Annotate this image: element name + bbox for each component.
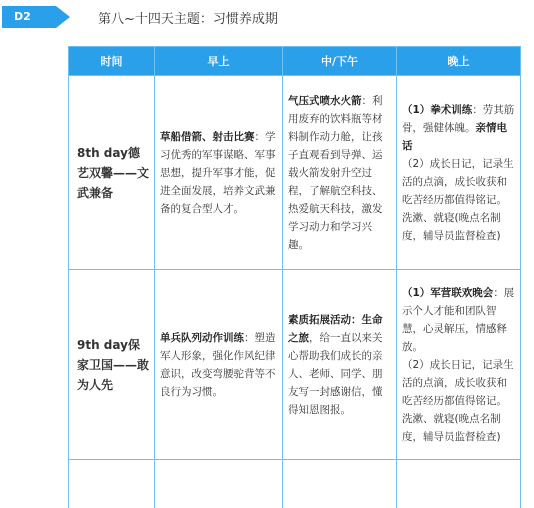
activity-title: 草船借箭、射击比赛 [160, 131, 255, 143]
activity-text: ：学习优秀的军事谋略、军事思想，提升军事才能，促进全面发展，培养文武兼备的复合型人才。 [160, 131, 276, 215]
evening-cell [397, 270, 521, 460]
activity-title: 单兵队列动作训练 [160, 332, 244, 344]
activity-text: ，给一直以来关心帮助我们成长的亲人、老师、同学、朋友写一封感谢信，懂得知恩图报。 [288, 332, 383, 416]
table-header-row [69, 47, 521, 76]
activity-text: ：利用废弃的饮料瓶等材料制作动力舱，让孩子直观看到导弹、运载火箭发射升空过程，了解航空科技、热爱航天科技，激发学习动力和学习兴趣。 [288, 95, 383, 251]
empty-cell [397, 460, 521, 508]
activity-text-2: （2）成长日记，记录生活的点滴，成长收获和吃苦经历都值得铭记。洗漱、就寝(晚点名制度，辅导员监督检查) [402, 356, 515, 446]
header-evening: 晚上 [397, 47, 521, 76]
item-prefix: （1） [402, 104, 430, 116]
table-row [69, 270, 521, 460]
afternoon-cell [283, 76, 397, 270]
activity-text: ：塑造军人形象，强化作风纪律意识，改变弯腰驼背等不良行为习惯。 [160, 332, 276, 398]
empty-cell [69, 460, 155, 508]
activity-title: 素质拓展活动：生命之旅 [288, 314, 383, 344]
header-morning: 早上 [155, 47, 283, 76]
activity-title: 拳术训练 [430, 104, 472, 116]
page-header [0, 0, 534, 36]
item-prefix: （1） [402, 287, 430, 299]
activity-title: 军营联欢晚会 [430, 287, 493, 299]
header-time: 时间 [69, 47, 155, 76]
day-cell: 8th day德艺双馨——文武兼备 [69, 76, 155, 270]
activity-extra: 亲情电话 [402, 122, 507, 152]
activity-title: 气压式喷水火箭 [288, 95, 362, 107]
schedule-table [68, 46, 521, 508]
header-afternoon: 中/下午 [283, 47, 397, 76]
page-title: 第八~十四天主题：习惯养成期 [98, 8, 278, 27]
table-row [69, 76, 521, 270]
empty-cell [283, 460, 397, 508]
morning-cell [155, 76, 283, 270]
activity-text: ：劳其筋骨，强健体魄。 [402, 104, 514, 134]
morning-cell [155, 270, 283, 460]
activity-text-2: （2）成长日记，记录生活的点滴，成长收获和吃苦经历都值得铭记。洗漱、就寝(晚点名制度，辅导员监督检查) [402, 155, 515, 245]
afternoon-cell [283, 270, 397, 460]
activity-text: ：展示个人才能和团队智慧，心灵解压，情感释放。 [402, 287, 514, 353]
table-row-partial [69, 460, 521, 508]
empty-cell [155, 460, 283, 508]
tag-arrow-icon [56, 6, 70, 28]
day-tag: D2 [2, 6, 56, 28]
day-cell: 9th day保家卫国——敢为人先 [69, 270, 155, 460]
evening-cell [397, 76, 521, 270]
